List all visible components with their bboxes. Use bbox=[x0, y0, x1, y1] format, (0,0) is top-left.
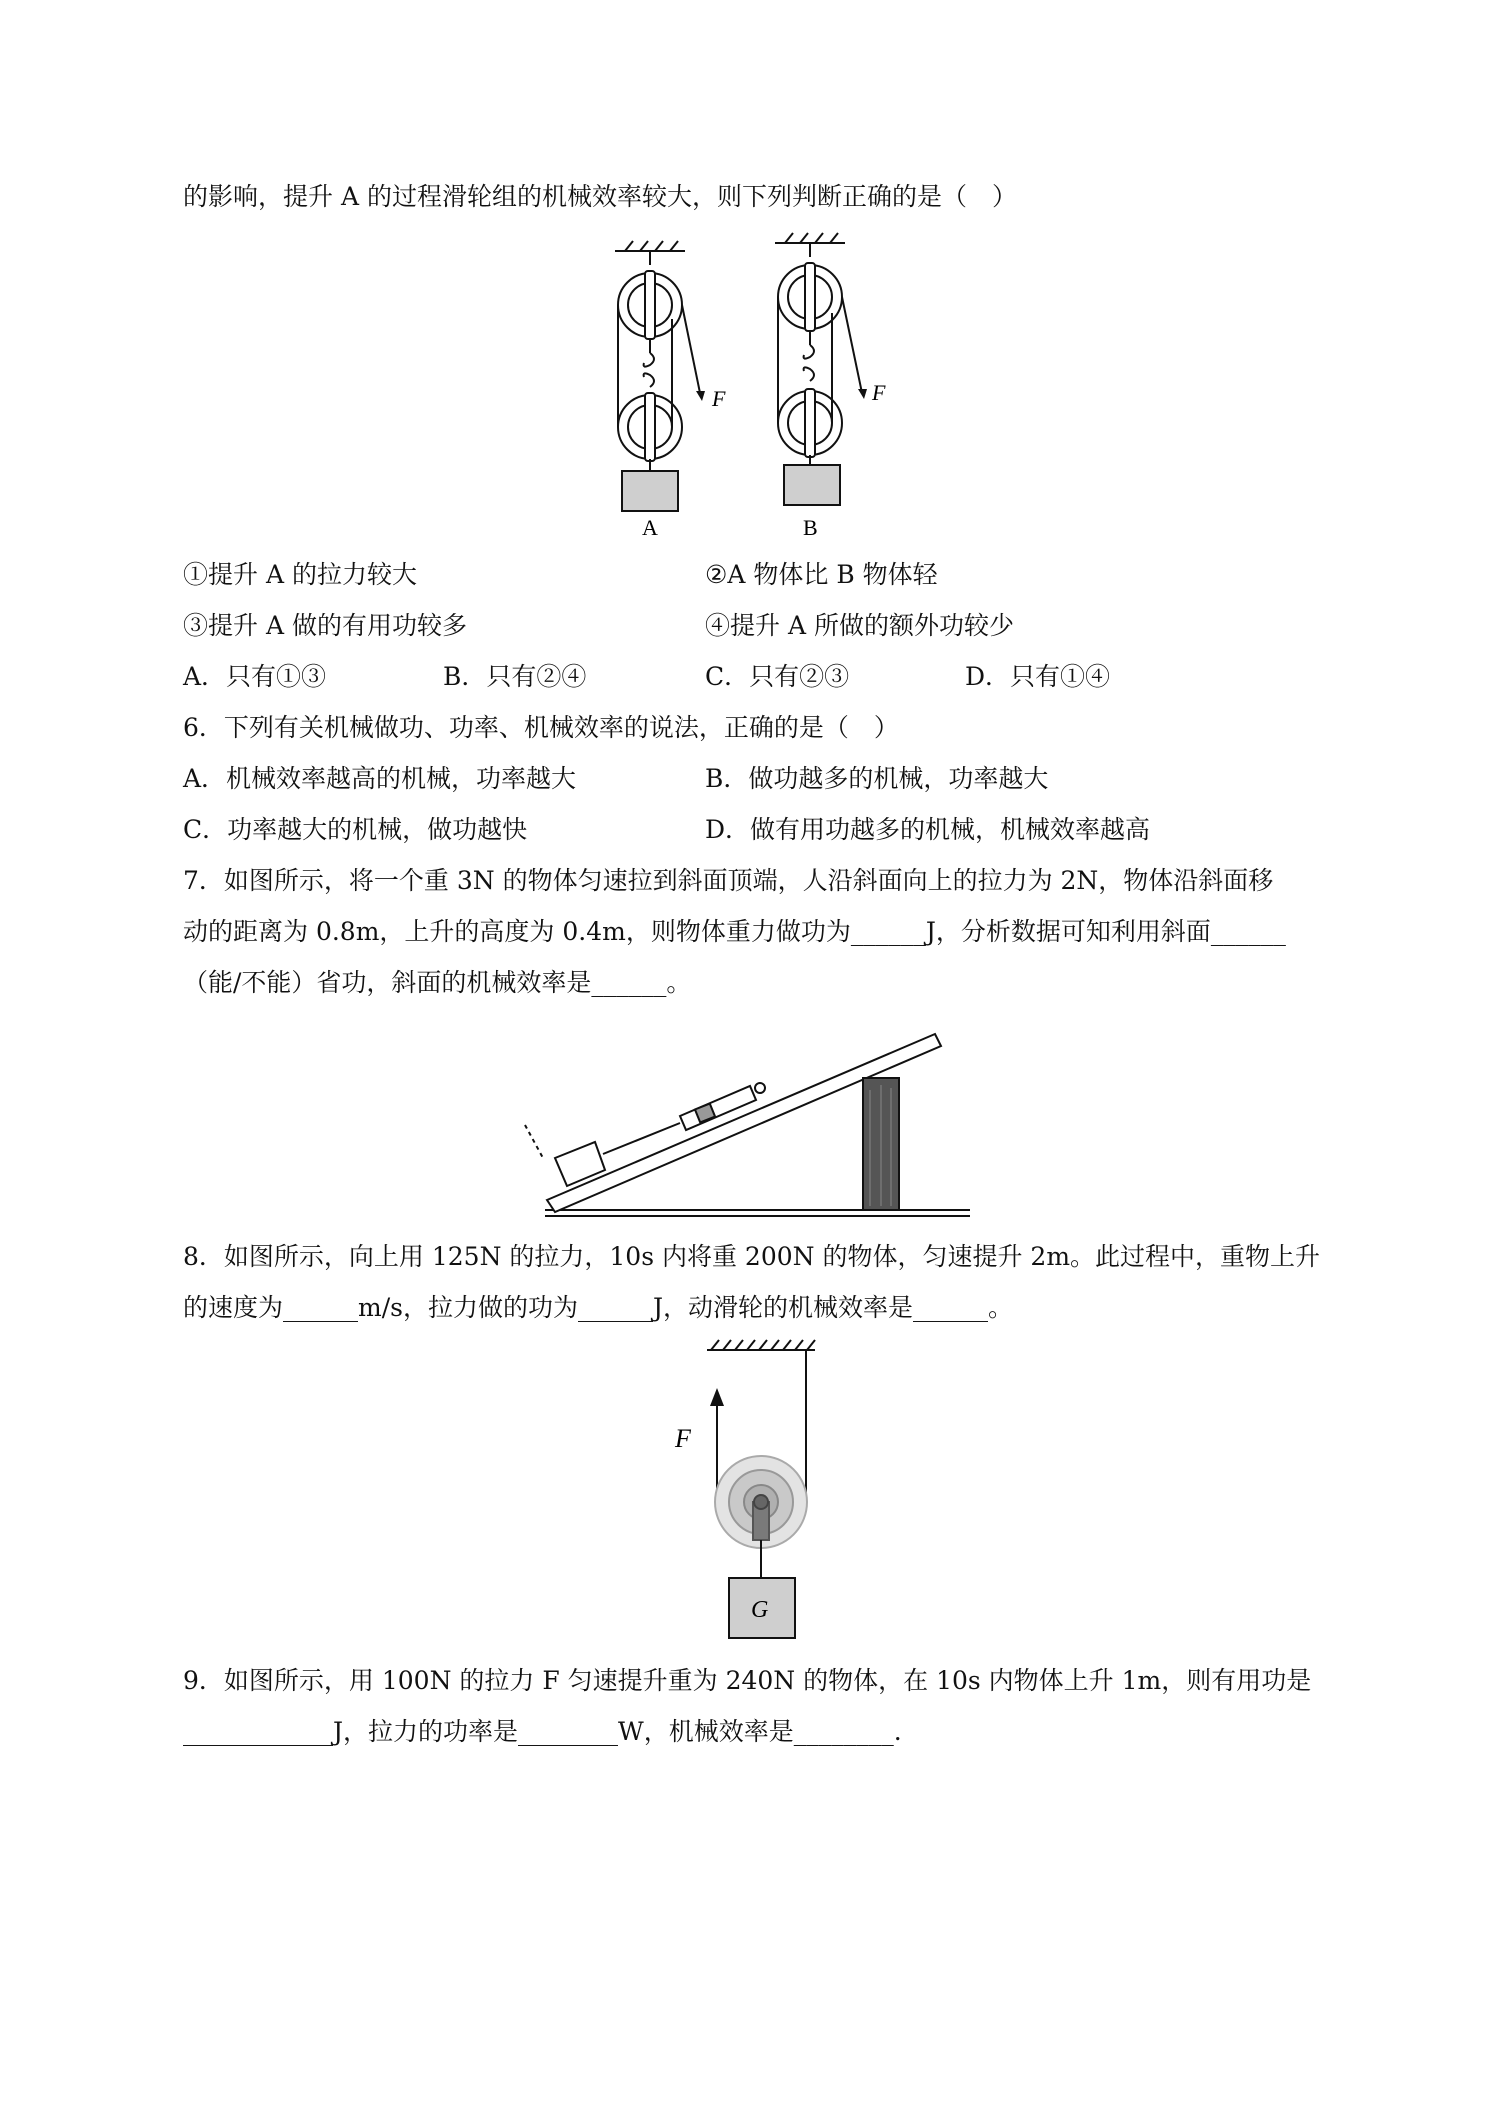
movable-pulley-figure bbox=[665, 1340, 835, 1645]
weight-label-g: G bbox=[751, 1597, 769, 1623]
q5-statement-1: ①提升 A 的拉力较大 bbox=[183, 560, 417, 589]
q5-option-d: D．只有①④ bbox=[965, 662, 1111, 691]
q5-statement-2: ②A 物体比 B 物体轻 bbox=[705, 560, 938, 589]
q5-statement-3: ③提升 A 做的有用功较多 bbox=[183, 611, 467, 640]
q6-option-d: D．做有用功越多的机械，机械效率越高 bbox=[705, 815, 1151, 844]
q7-line-3: （能/不能）省功，斜面的机械效率是______。 bbox=[183, 968, 692, 997]
q7-line-1: 7．如图所示，将一个重 3N 的物体匀速拉到斜面顶端，人沿斜面向上的拉力为 2N，物体沿斜面移 bbox=[183, 866, 1274, 895]
figure-label-b: B bbox=[803, 515, 818, 540]
q5-option-a: A．只有①③ bbox=[183, 662, 327, 691]
q6-option-a: A．机械效率越高的机械，功率越大 bbox=[183, 764, 577, 793]
force-label-f: F bbox=[675, 1424, 691, 1453]
force-label-b: F bbox=[872, 380, 886, 405]
q6-option-c: C．功率越大的机械，做功越快 bbox=[183, 815, 528, 844]
q9-line-1: 9．如图所示，用 100N 的拉力 F 匀速提升重为 240N 的物体，在 10s 内物体上升 1m，则有用功是 bbox=[183, 1666, 1312, 1695]
q5-option-b: B．只有②④ bbox=[443, 662, 587, 691]
q8-line-1: 8．如图所示，向上用 125N 的拉力，10s 内将重 200N 的物体，匀速提升 2m。此过程中，重物上升 bbox=[183, 1242, 1321, 1271]
figure-label-a: A bbox=[642, 515, 658, 540]
q5-option-c: C．只有②③ bbox=[705, 662, 850, 691]
q7-line-2: 动的距离为 0.8m，上升的高度为 0.4m，则物体重力做功为______J，分析数据可知利用斜面______ bbox=[183, 917, 1286, 946]
inclined-plane-figure bbox=[525, 1030, 975, 1220]
q8-line-2: 的速度为______m/s，拉力做的功为______J，动滑轮的机械效率是______。 bbox=[183, 1293, 1013, 1322]
q9-line-2: ____________J，拉力的功率是________W，机械效率是________. bbox=[183, 1717, 902, 1746]
q5-stem-tail: 的影响，提升 A 的过程滑轮组的机械效率较大，则下列判断正确的是（ ） bbox=[183, 182, 1017, 211]
force-label-a: F bbox=[712, 386, 726, 411]
pulley-systems-figure bbox=[590, 235, 886, 545]
q6-option-b: B．做功越多的机械，功率越大 bbox=[705, 764, 1049, 793]
q5-statement-4: ④提升 A 所做的额外功较少 bbox=[705, 611, 1014, 640]
q6-stem: 6．下列有关机械做功、功率、机械效率的说法，正确的是（ ） bbox=[183, 713, 899, 742]
